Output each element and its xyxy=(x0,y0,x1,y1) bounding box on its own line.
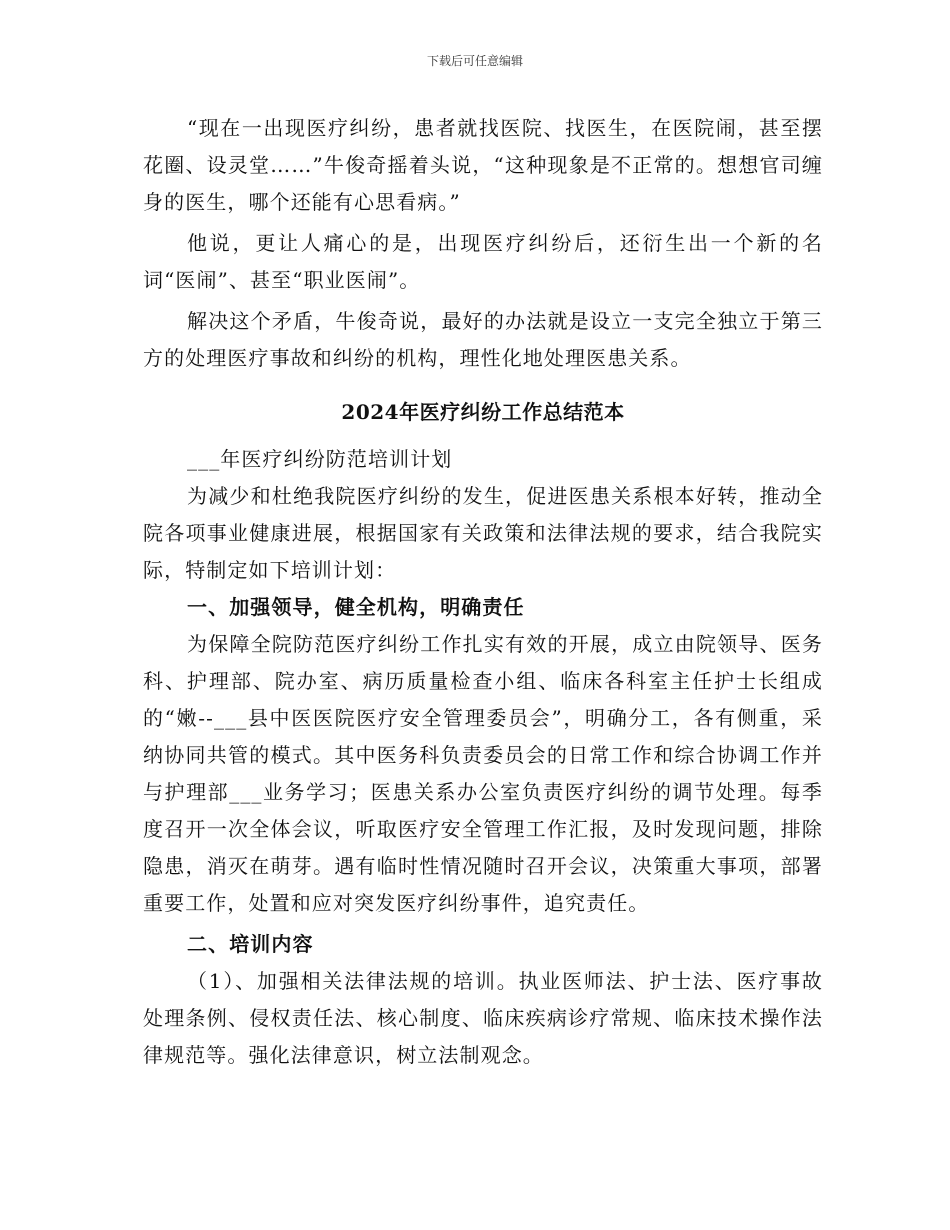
document-title: 2024年医疗纠纷工作总结范本 xyxy=(341,400,625,424)
intro-paragraph-2: 他说，更让人痛心的是，出现医疗纠纷后，还衍生出一个新的名词“医闹”、甚至“职业医闹”。 xyxy=(143,231,823,292)
document-body xyxy=(143,110,823,1074)
section-2-heading: 二、培训内容 xyxy=(187,932,314,956)
section-1-heading: 一、加强领导，健全机构，明确责任 xyxy=(187,595,525,619)
intro-paragraph-3: 解决这个矛盾，牛俊奇说，最好的办法就是设立一支完全独立于第三方的处理医疗事故和纠纷的机构，理性化地处理医患关系。 xyxy=(143,309,823,370)
page-header-note: 下载后可任意编辑 xyxy=(426,54,523,68)
plan-subtitle: ___年医疗纠纷防范培训计划 xyxy=(187,447,453,471)
section-2-item-1: （1）、加强相关法律法规的培训。执业医师法、护士法、医疗事故处理条例、侵权责任法、核心制度、临床疾病诊疗常规、临床技术操作法律规范等。强化法律意识，树立法制观念。 xyxy=(143,969,823,1067)
section-1-body: 为保障全院防范医疗纠纷工作扎实有效的开展，成立由院领导、医务科、护理部、院办室、病历质量检查小组、临床各科室主任护士长组成的“嫩--___县中医医院医疗安全管理委员会”，明确分工，各有侧重，采纳协同共管的模式。其中医务科负责委员会的日常工作和综合协调工作并与护理部___业务学习；医患关系办公室负责医疗纠纷的调节处理。每季度召开一次全体会议，听取医疗安全管理工作汇报，及时发现问题，排除隐患，消灭在萌芽。遇有临时性情况随时召开会议，决策重大事项，部署重要工作，处置和应对突发医疗纠纷事件，追究责任。 xyxy=(143,632,823,915)
purpose-paragraph: 为减少和杜绝我院医疗纠纷的发生，促进医患关系根本好转，推动全院各项事业健康进展，根据国家有关政策和法律法规的要求，结合我院实际，特制定如下培训计划： xyxy=(143,484,823,582)
intro-paragraph-1: “现在一出现医疗纠纷，患者就找医院、找医生，在医院闹，甚至摆花圈、设灵堂……”牛俊奇摇着头说，“这种现象是不正常的。想想官司缠身的医生，哪个还能有心思看病。” xyxy=(143,116,823,214)
